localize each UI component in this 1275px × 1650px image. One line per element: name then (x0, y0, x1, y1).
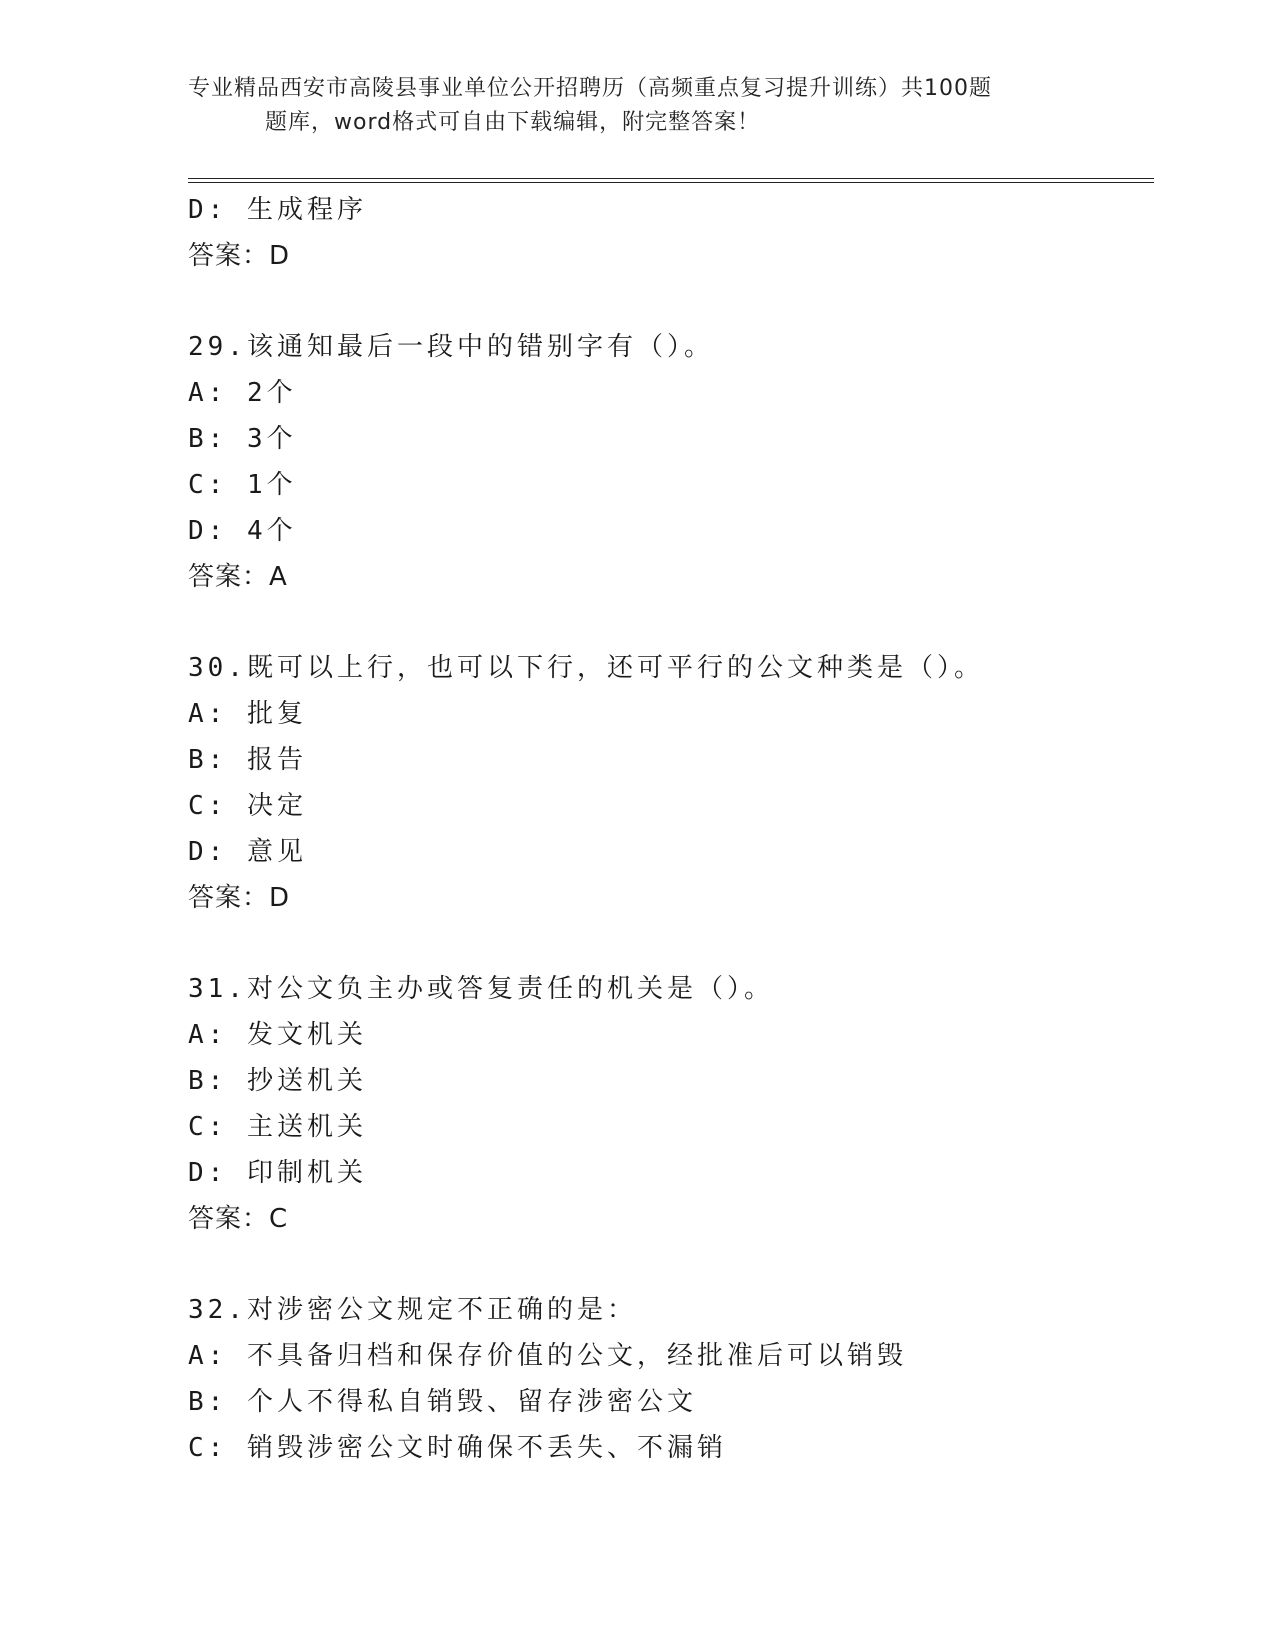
question-text: 31.对公文负主办或答复责任的机关是（）。 (188, 974, 774, 1004)
option-a: A: 不具备归档和保存价值的公文，经批准后可以销毁 (188, 1341, 907, 1371)
option-c: C: 1个 (188, 470, 297, 500)
page-header (188, 72, 1088, 140)
document-body (188, 187, 1148, 1471)
answer-line: 答案：D (188, 241, 291, 271)
answer-line: 答案：D (188, 883, 291, 913)
option-d: D: 印制机关 (188, 1158, 367, 1188)
option-d: D: 4个 (188, 516, 297, 546)
option-d: D: 生成程序 (188, 195, 367, 225)
document-title-line-2: 题库，word格式可自由下载编辑，附完整答案！ (265, 110, 761, 135)
option-c: C: 决定 (188, 791, 307, 821)
option-c: C: 销毁涉密公文时确保不丢失、不漏销 (188, 1433, 727, 1463)
answer-line: 答案：A (188, 562, 288, 592)
option-a: A: 发文机关 (188, 1020, 367, 1050)
option-b: B: 报告 (188, 745, 307, 775)
question-text: 32.对涉密公文规定不正确的是： (188, 1295, 637, 1325)
answer-line: 答案：C (188, 1204, 289, 1234)
option-a: A: 2个 (188, 378, 297, 408)
option-d: D: 意见 (188, 837, 307, 867)
document-title-line-1: 专业精品西安市高陵县事业单位公开招聘历（高频重点复习提升训练）共100题 (188, 76, 992, 101)
question-text: 30.既可以上行，也可以下行，还可平行的公文种类是（）。 (188, 653, 984, 683)
option-b: B: 抄送机关 (188, 1066, 367, 1096)
option-b: B: 3个 (188, 424, 297, 454)
option-c: C: 主送机关 (188, 1112, 367, 1142)
header-divider (188, 178, 1154, 183)
option-a: A: 批复 (188, 699, 307, 729)
question-text: 29.该通知最后一段中的错别字有（）。 (188, 332, 714, 362)
option-b: B: 个人不得私自销毁、留存涉密公文 (188, 1387, 697, 1417)
